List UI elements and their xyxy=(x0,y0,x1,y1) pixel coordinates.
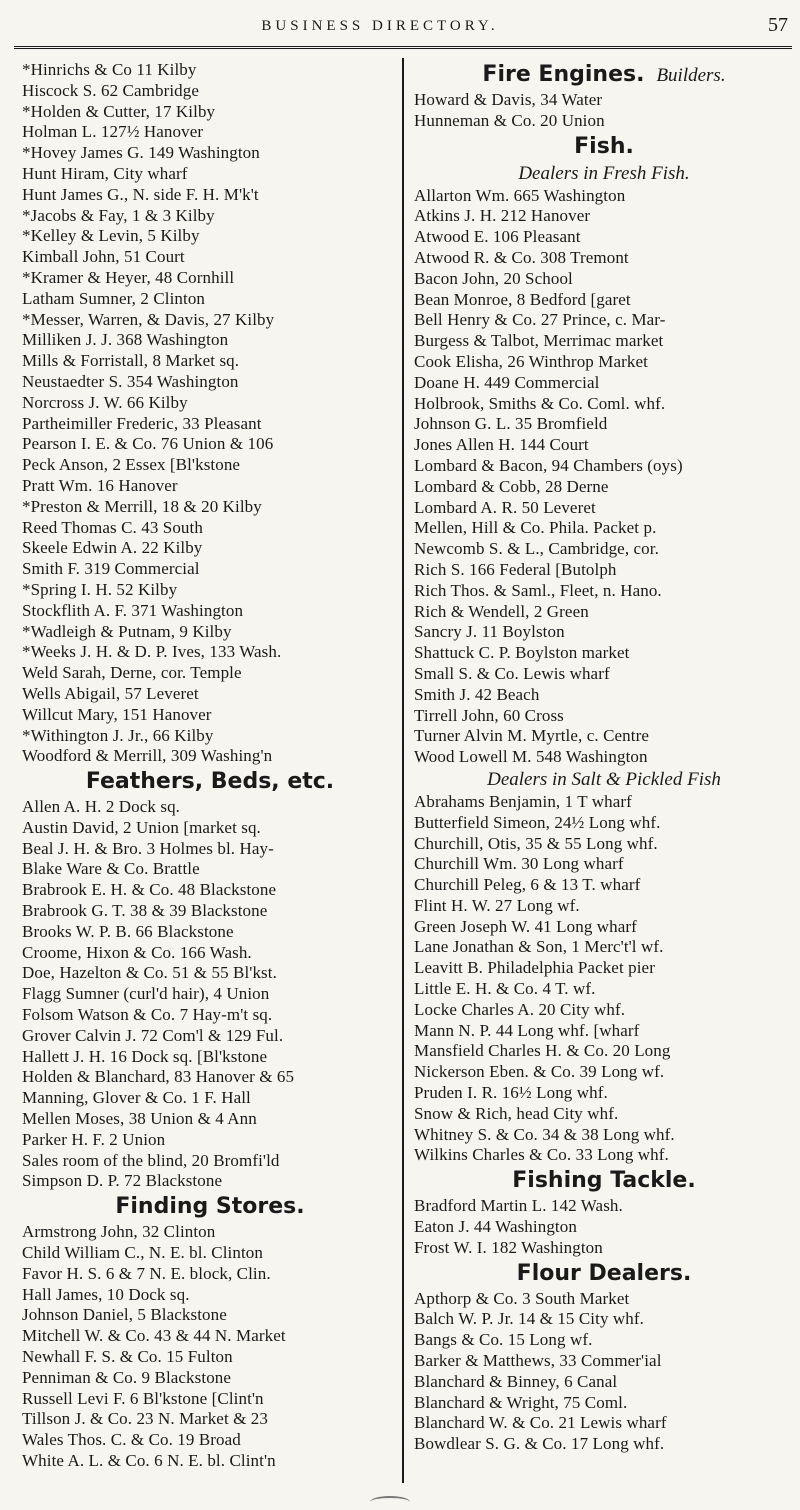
directory-entry: Whitney S. & Co. 34 & 38 Long whf. xyxy=(414,1124,675,1144)
directory-entry: Doe, Hazelton & Co. 51 & 55 Bl'kst. xyxy=(22,963,277,983)
directory-entry: *Weeks J. H. & D. P. Ives, 133 Wash. xyxy=(22,642,282,662)
directory-entry: Brabrook E. H. & Co. 48 Blackstone xyxy=(22,880,277,900)
directory-entry: Blanchard W. & Co. 21 Lewis wharf xyxy=(414,1413,667,1433)
directory-entry: Holden & Blanchard, 83 Hanover & 65 xyxy=(22,1067,295,1087)
directory-entry: Shattuck C. P. Boylston market xyxy=(414,643,630,663)
directory-entry: Barker & Matthews, 33 Commer'ial xyxy=(414,1351,662,1371)
directory-entry: Kimball John, 51 Court xyxy=(22,247,185,267)
directory-entry: Tirrell John, 60 Cross xyxy=(414,705,564,725)
directory-entry: Atkins J. H. 212 Hanover xyxy=(414,206,591,226)
directory-entry: Stockflith A. F. 371 Washington xyxy=(22,600,244,620)
directory-entry: White A. L. & Co. 6 N. E. bl. Clint'n xyxy=(22,1451,276,1470)
section-heading-text: Flour Dealers. xyxy=(516,1260,692,1286)
directory-entry: Wales Thos. C. & Co. 19 Broad xyxy=(22,1430,241,1450)
directory-entry: Atwood E. 106 Pleasant xyxy=(414,227,581,247)
directory-entry: Mansfield Charles H. & Co. 20 Long xyxy=(414,1041,671,1061)
directory-entry: Lombard A. R. 50 Leveret xyxy=(414,497,596,517)
directory-entry: Churchill, Otis, 35 & 55 Long whf. xyxy=(414,833,658,853)
header-rule xyxy=(14,46,792,49)
section-heading xyxy=(22,767,398,797)
directory-entry: Wood Lowell M. 548 Washington xyxy=(414,747,648,767)
directory-entry: Nickerson Eben. & Co. 39 Long wf. xyxy=(414,1062,665,1082)
directory-entry: Neustaedter S. 354 Washington xyxy=(22,371,239,391)
directory-entry: Austin David, 2 Union [market sq. xyxy=(22,817,261,837)
directory-entry: Brabrook G. T. 38 & 39 Blackstone xyxy=(22,901,268,921)
directory-entry: Hiscock S. 62 Cambridge xyxy=(22,80,199,100)
directory-entry: Snow & Rich, head City whf. xyxy=(414,1103,619,1123)
directory-entry: Hunneman & Co. 20 Union xyxy=(414,110,605,130)
directory-entry: Pearson I. E. & Co. 76 Union & 106 xyxy=(22,434,274,454)
directory-entry: Lombard & Bacon, 94 Chambers (oys) xyxy=(414,455,683,475)
directory-entry: Small S. & Co. Lewis wharf xyxy=(414,663,610,683)
directory-entry: Peck Anson, 2 Essex [Bl'kstone xyxy=(22,455,241,475)
directory-entry: Rich Thos. & Saml., Fleet, n. Hano. xyxy=(414,580,662,600)
directory-entry: Brooks W. P. B. 66 Blackstone xyxy=(22,921,234,941)
directory-entry: Rich & Wendell, 2 Green xyxy=(414,601,589,621)
directory-entry: Pratt Wm. 16 Hanover xyxy=(22,475,178,495)
directory-entry: Howard & Davis, 34 Water xyxy=(414,90,603,109)
directory-entry: *Wadleigh & Putnam, 9 Kilby xyxy=(22,621,232,641)
directory-entry: Favor H. S. 6 & 7 N. E. block, Clin. xyxy=(22,1263,271,1283)
directory-entry: Apthorp & Co. 3 South Market xyxy=(414,1288,630,1308)
directory-entry: Mann N. P. 44 Long whf. [wharf xyxy=(414,1020,640,1040)
directory-entry: Simpson D. P. 72 Blackstone xyxy=(22,1171,223,1191)
directory-entry: Holman L. 127½ Hanover xyxy=(22,122,204,142)
right-column xyxy=(414,60,794,1455)
directory-entry: *Messer, Warren, & Davis, 27 Kilby xyxy=(22,309,275,329)
directory-entry: Sales room of the blind, 20 Bromfi'ld xyxy=(22,1150,280,1170)
directory-entry: Johnson Daniel, 5 Blackstone xyxy=(22,1305,227,1325)
directory-entry: *Jacobs & Fay, 1 & 3 Kilby xyxy=(22,205,215,225)
directory-entry: Butterfield Simeon, 24½ Long whf. xyxy=(414,812,661,832)
directory-entry: Pruden I. R. 16½ Long whf. xyxy=(414,1083,608,1103)
directory-entry: Hallett J. H. 16 Dock sq. [Bl'kstone xyxy=(22,1046,268,1066)
directory-entry: Bacon John, 20 School xyxy=(414,268,573,288)
left-column xyxy=(22,60,398,1472)
directory-entry: Mills & Forristall, 8 Market sq. xyxy=(22,351,240,371)
directory-entry: Flagg Sumner (curl'd hair), 4 Union xyxy=(22,984,270,1004)
directory-entry: *Withington J. Jr., 66 Kilby xyxy=(22,725,214,745)
directory-entry: Mitchell W. & Co. 43 & 44 N. Market xyxy=(22,1326,286,1346)
directory-entry: Tillson J. & Co. 23 N. Market & 23 xyxy=(22,1409,268,1429)
section-heading-text: Fire Engines. xyxy=(482,62,645,87)
directory-entry: Bean Monroe, 8 Bedford [garet xyxy=(414,289,631,309)
directory-entry: Partheimiller Frederic, 33 Pleasant xyxy=(22,413,262,433)
directory-entry: Wilkins Charles & Co. 33 Long whf. xyxy=(414,1145,669,1165)
directory-entry: Burgess & Talbot, Merrimac market xyxy=(414,331,664,351)
section-subheading: Dealers in Fresh Fish. xyxy=(518,162,690,184)
directory-entry: Reed Thomas C. 43 South xyxy=(22,517,203,537)
directory-entry: Latham Sumner, 2 Clinton xyxy=(22,288,206,308)
directory-entry: Hunt James G., N. side F. H. M'k't xyxy=(22,184,259,204)
directory-entry: Parker H. F. 2 Union xyxy=(22,1129,166,1149)
directory-entry: Cook Elisha, 26 Winthrop Market xyxy=(414,351,648,371)
directory-entry: Little E. H. & Co. 4 T. wf. xyxy=(414,979,596,999)
directory-entry: Armstrong John, 32 Clinton xyxy=(22,1222,216,1242)
directory-entry: Leavitt B. Philadelphia Packet pier xyxy=(414,958,655,978)
directory-entry: Newhall F. S. & Co. 15 Fulton xyxy=(22,1347,233,1367)
directory-entry: Sancry J. 11 Boylston xyxy=(414,622,565,642)
page-number: 57 xyxy=(768,14,788,36)
directory-entry: Frost W. I. 182 Washington xyxy=(414,1237,603,1257)
directory-entry: Turner Alvin M. Myrtle, c. Centre xyxy=(414,726,649,746)
directory-entry: Green Joseph W. 41 Long wharf xyxy=(414,916,637,936)
directory-entry: Jones Allen H. 144 Court xyxy=(414,435,589,455)
directory-entry: *Spring I. H. 52 Kilby xyxy=(22,579,178,599)
directory-entry: Allarton Wm. 665 Washington xyxy=(414,185,626,205)
section-heading-text: Fish. xyxy=(574,133,634,159)
directory-entry: Willcut Mary, 151 Hanover xyxy=(22,704,212,724)
directory-entry: Holbrook, Smiths & Co. Coml. whf. xyxy=(414,393,666,413)
directory-entry: Weld Sarah, Derne, cor. Temple xyxy=(22,663,242,683)
directory-entry: Blake Ware & Co. Brattle xyxy=(22,859,200,879)
directory-entry: Churchill Peleg, 6 & 13 T. wharf xyxy=(414,875,641,895)
section-heading-text: Fishing Tackle. xyxy=(512,1168,696,1194)
directory-entry: Bowdlear S. G. & Co. 17 Long whf. xyxy=(414,1434,665,1454)
section-subheading: Dealers in Salt & Pickled Fish xyxy=(487,768,721,790)
directory-entry: Bangs & Co. 15 Long wf. xyxy=(414,1330,593,1350)
directory-entry: *Holden & Cutter, 17 Kilby xyxy=(22,101,216,121)
directory-entry: Balch W. P. Jr. 14 & 15 City whf. xyxy=(414,1309,644,1329)
directory-entry: Russell Levi F. 6 Bl'kstone [Clint'n xyxy=(22,1388,264,1408)
directory-entry: Newcomb S. & L., Cambridge, cor. xyxy=(414,539,659,559)
section-heading xyxy=(414,132,794,162)
directory-entry: Beal J. H. & Bro. 3 Holmes bl. Hay- xyxy=(22,838,274,858)
directory-entry: Penniman & Co. 9 Blackstone xyxy=(22,1367,232,1387)
directory-entry: Rich S. 166 Federal [Butolph xyxy=(414,559,617,579)
directory-entry: Allen A. H. 2 Dock sq. xyxy=(22,797,181,817)
directory-entry: Woodford & Merrill, 309 Washing'n xyxy=(22,746,273,766)
running-title: BUSINESS DIRECTORY. xyxy=(261,18,499,34)
directory-entry: Croome, Hixon & Co. 166 Wash. xyxy=(22,942,252,962)
directory-entry: Bradford Martin L. 142 Wash. xyxy=(414,1196,623,1216)
directory-entry: Johnson G. L. 35 Bromfield xyxy=(414,414,608,434)
directory-entry: Blanchard & Wright, 75 Coml. xyxy=(414,1392,628,1412)
page-header xyxy=(0,0,800,46)
directory-entry: *Hinrichs & Co 11 Kilby xyxy=(22,60,197,79)
directory-entry: Wells Abigail, 57 Leveret xyxy=(22,683,199,703)
directory-entry: *Preston & Merrill, 18 & 20 Kilby xyxy=(22,496,262,516)
directory-entry: Hunt Hiram, City wharf xyxy=(22,163,188,183)
directory-entry: Norcross J. W. 66 Kilby xyxy=(22,392,188,412)
directory-entry: Atwood R. & Co. 308 Tremont xyxy=(414,247,629,267)
footer-ornament xyxy=(370,1496,410,1508)
column-divider xyxy=(402,58,404,1483)
directory-entry: Child William C., N. E. bl. Clinton xyxy=(22,1243,263,1263)
directory-entry: Churchill Wm. 30 Long wharf xyxy=(414,854,624,874)
directory-entry: Smith J. 42 Beach xyxy=(414,684,540,704)
directory-entry: Hall James, 10 Dock sq. xyxy=(22,1284,190,1304)
directory-entry: Folsom Watson & Co. 7 Hay-m't sq. xyxy=(22,1005,273,1025)
directory-entry: Skeele Edwin A. 22 Kilby xyxy=(22,538,203,558)
directory-entry: Milliken J. J. 368 Washington xyxy=(22,330,229,350)
section-heading xyxy=(414,1166,794,1196)
section-heading-text: Finding Stores. xyxy=(115,1194,305,1220)
section-heading xyxy=(414,60,794,90)
directory-entry: Grover Calvin J. 72 Com'l & 129 Ful. xyxy=(22,1025,284,1045)
directory-entry: Manning, Glover & Co. 1 F. Hall xyxy=(22,1088,251,1108)
directory-entry: *Hovey James G. 149 Washington xyxy=(22,143,260,163)
directory-entry: *Kramer & Heyer, 48 Cornhill xyxy=(22,267,235,287)
section-heading xyxy=(414,1259,794,1289)
directory-entry: Smith F. 319 Commercial xyxy=(22,559,200,579)
section-heading-text: Feathers, Beds, etc. xyxy=(85,769,335,795)
directory-entry: Flint H. W. 27 Long wf. xyxy=(414,895,580,915)
directory-entry: Mellen, Hill & Co. Phila. Packet p. xyxy=(414,518,657,538)
section-heading xyxy=(22,1192,398,1222)
directory-entry: Bell Henry & Co. 27 Prince, c. Mar- xyxy=(414,310,666,330)
directory-entry: Eaton J. 44 Washington xyxy=(414,1217,577,1237)
directory-entry: Blanchard & Binney, 6 Canal xyxy=(414,1371,618,1391)
directory-entry: Lane Jonathan & Son, 1 Merc't'l wf. xyxy=(414,937,664,957)
directory-entry: Doane H. 449 Commercial xyxy=(414,372,600,392)
directory-entry: Lombard & Cobb, 28 Derne xyxy=(414,476,609,496)
directory-entry: Mellen Moses, 38 Union & 4 Ann xyxy=(22,1109,257,1129)
section-heading-subtitle: Builders. xyxy=(656,65,726,86)
directory-entry: Locke Charles A. 20 City whf. xyxy=(414,999,626,1019)
directory-entry: Abrahams Benjamin, 1 T wharf xyxy=(414,791,632,811)
directory-entry: *Kelley & Levin, 5 Kilby xyxy=(22,226,200,246)
